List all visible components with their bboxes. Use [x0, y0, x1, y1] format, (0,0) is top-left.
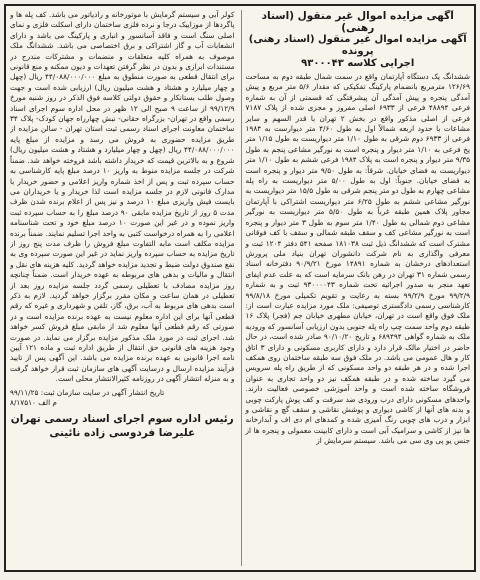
notice-body-left: کولر آبی و سیستم گرمایش با موتورخانه و رادیاتور می باشد. کف پله ها و پاگردها از موزاییک درجا و نرده فلزی ساختمان دارای اسکلت فلزی و نمای اصلی سنگ است و فاقد آسانسور و انباری و پارکینگ می باشد و دارای انشعابات آب و گاز اشتراکی و برق اختصاصی می باشد. ششدانگ ملک موصوف به همراه کلیه متعلقات و منضمات و مشترکات مندرج در مستندات ابرازی و بدون در نظر گرفتن تعهدات و دیون ممکنه و منع قانونی برای انتقال قطعی به صورت منطوق به مبلغ ۴۴/۰۸۸/۰۰۰/۰۰۰ ریال (چهل و چهار میلیارد و هشتاد و هشت میلیون ریال) ارزیابی شده است و جهت وصول طلب بستانکار و حقوق دولتی کلاسه فوق الذکر در روز شنبه مورخ ۹۹/۱۲/۹ از ساعت ۹ صبح الی ۱۲ ظهر در محل اداره سوم اجرای اسناد رسمی واقع در تهران- بزرگراه حقانی- نبش چهارراه جهان کودک- پلاک ۳۴ ساختمان معاونت اجرای اسناد رسمی ثبت استان تهران - سالن مزایده از طریق مزایده حضوری به فروش می رسد و مزایده از مبلغ پایه ۴۴/۰۸۸/۰۰۰/۰۰۰ ریال (چهل و چهار میلیارد و هشتاد و هشت میلیون ریال) شروع و به بالاترین قیمت که خریدار داشته باشد فروخته خواهد شد. ضمناً شرکت در جلسه مزایده منوط به واریز ۱۰ درصد مبلغ پایه کارشناسی به حساب سپرده ثبت و پس از اخذ شماره واریز اعلامی و حضور خریدار با مدارک قانونی لازم در جلسه مزایده است لذا خریدار و یا خریداران می بایست فیش واریزی مبلغ ۱۰ درصد و نیز پس از اعلام برنده شدن ظرف مدت ۵ روز از تاریخ مزایده مابقی ۹۰ درصد مبلغ را به حساب سپرده ثبت واریز نموده و در غیر این صورت ۱۰ درصد مبلغ خود و تحت شناسنامه اعلامی را به همراه درخواست کتبی به واحد اجرا تسلیم نمایند. ضمناً برنده مزایده مکلف است مابه التفاوت مبلغ فروش را ظرف مدت پنج روز از تاریخ مزایده به حساب سپرده واریز نماید در غیر این صورت سپرده وی به نفع صندوق دولت ضبط و تجدید مزایده خواهد گردید. کلیه هزینه های نقل و انتقال و مالیات و بدهی های مربوطه به عهده خریدار است. ضمناً چنانچه روز مزایده مصادف با تعطیلی رسمی گردد جلسه مزایده روز بعد از تعطیلی در همان ساعت و مکان مقرر برگزار خواهد گردید. لازم به ذکر است بدهی های مربوط به آب، برق، گاز، تلفن و شهرداری و غیره که رقم قطعی آنها برای این اداره معلوم نیست به عهده برنده مزایده است و در صورتی که رقم قطعی آنها معلوم شد از مابقی مبلغ فروش کسر خواهد شد. اجرای ثبت در مورد ملک مذکور مزایده برگزار می نماید. در صورت وجود هزینه های قانونی حق انتقال از طریق اداره ثبت و ماده ۱۲۱ آیین نامه اجرا قانونی به عهده برنده مزایده می باشد. این آگهی پس از تایید فرآیند مزایده ارسال و درسایت آگهی های سازمان ثبت قرار خواهد گرفت و به منزله انتشار آگهی در روزنامه کثیرالانتشار محلی است.	[10, 10, 235, 384]
signature-block	[10, 412, 235, 440]
reference-code: م الف ۸/۱۷۵۱۰	[10, 398, 57, 408]
notice-title	[246, 10, 471, 70]
notice-columns	[10, 10, 470, 566]
notice-left-column	[10, 10, 235, 566]
notice-title-line-1: آگهی مزایده اموال غیر منقول (اسناد رهنی)	[261, 10, 454, 34]
auction-notice	[4, 4, 476, 572]
notice-right-column	[241, 10, 471, 566]
signature-name: علیرضا فردوسی زاده نائینی	[49, 427, 196, 440]
notice-title-line-3: اجرایی کلاسه ۹۳۰۰۰۴۳	[301, 58, 415, 69]
notice-title-line-2: آگهی مزایده اموال غیر منقول (اسناد رهنی) پرونده	[248, 34, 467, 57]
signature-title: رئیس اداره سوم اجرای اسناد رسمی تهران	[10, 413, 234, 426]
publication-date: تاریخ انتشار آگهی در سایت سازمان ثبت: ۹۹/۱۱/۲۵	[10, 387, 165, 397]
notice-body-right: ششدانگ یک دستگاه آپارتمان واقع در سمت شمال طبقه دوم به مساحت ۱۲۶/۶۹ مترمربع بانضمام پارکینگ تفکیکی که مقدار ۵/۶ متر مربع و پیش آمدگی پنجره و پیش آمدگی آن پیشرفتگی که قسمتی از آن به شماره فرعی ۴۸۸۹۴ فرعی از ۶۹۳۳ اصلی مفروز و مجزی شده از پلاک ۷۱۸۷ فرعی از اصلی مذکور واقع در بخش ۲ تهران با قدر السهم و سایر مشاعات با حدود اربعه شمالاً اول به طول ۴/۶۰ متر دیوارست به ۱۹۸۴ فرعی از ۶۹۳۳ دوم شرقی به طول ۱/۱۰ متر دیواریست به طول ۱/۱۵ متر پخ فرعی به ۱/۱۰ متر دیوار و پنجره است به نورگیر مشاعی پنجم به طول ۹/۳۵ متر دیوار و پنجره است به پلاک ۱۹۸۴ فرعی ششم به طول ۱/۱۰ متر دیواریست به فضای خیابان. شرقاً: به طول ۹/۵۰ متر دیوار و پنجره است به فضای خیابان. جنوباً: اول به طول ۵/۰۰ متر دیواریست به راه پله مشاعی چهارم به طول دو متر پنجم شرقی به طول ۱۵/۵ متر دیواریست به نورگیر مشاعی ششم به طول ۶/۲۵ متر دیواریست اشتراکی با آپارتمان مجاور پلاک همین طبقه غرباً به طول ۵/۵۰ متر دیواریست به نورگیر مشاعی دوم شمالی به طول ۱/۴۰ متر سوم به طول ۳ متر دیوار و پنجره است به نورگیر مشاعی کف و سقف طبقه شمالی و سقف با کف فوقانی مشترک است که ششدانگ ذیل ثبت ۱۸۱۰۳۸ صفحه ۵۴۱ دفتر ۱۲۰۴ ثبت و معرفی واگذاری به نام شرکت دانشوران تهران بنیاد ملی پرورش استعدادهای درخشان به شماره ۱۴۸۹۱ مورخ ۹۰/۹/۲۱ دفترخانه اسناد رسمی شماره ۳۱ تهران در رهن بانک سرمایه است که به علت عدم ایفای تعهد منجر به صدور اجرائیه تحت شماره ۹۳۰۰۰۰۴۳ ثبت و به شماره ۹۹/۲/۹ مورخ ۹۹/۲/۹ بسته به رعایت و تقویم تکمیلی مورخ ۹۹/۸/۱۸ کارشناسی رسمی دادگستری توصیفی: ملک مورد مزایده عبارت است از: ملک فوق واقع است در تهران، خیابان مطهری خیابان جم (فجر) پلاک ۱۶ طبقه دوم واحد سمت چپ راه پله جنوبی بدون ارزیابی آسانسور که ورودیه ملک به شماره گواهی ۶۸۹۴۹۴ و تاریخ ۹۰/۱۰/۲۰ صادر شده است، در حال حاضر در اختیار مالک قرار دارد و دارای کاربری مسکونی و دارای ۳ اتاق کار و هال عمومی می باشد. در ملک فوق سه طبقه ساختمان روی همکف اجرا شده و در هر طبقه دو واحد مسکونی که از طریق راه پله سرویس می گیرد ساخته شده و در طبقه همکف نیز دو واحد تجاری به عنوان فروشگاه ساخته شده است و واحد آموزشی خصوصی فعالیت دارند. واحدهای مسکونی دارای درب ورودی ضد سرقت و کف پوش پارکت چوبی و بدنه های آنها از کاشی دیواری و پوشش نقاشی و سقف گچ و نقاشی و ابزار و درب های چوبی رنگ آمیزی شده و کمدهای ام دی اف و آبدارخانه ها نیز از کاشی و سرامیک آبی است و دارای کابینت معمولی و پنجره ها از جنس یو پی وی سی می باشد. سیستم سرمایش از	[245, 72, 470, 446]
